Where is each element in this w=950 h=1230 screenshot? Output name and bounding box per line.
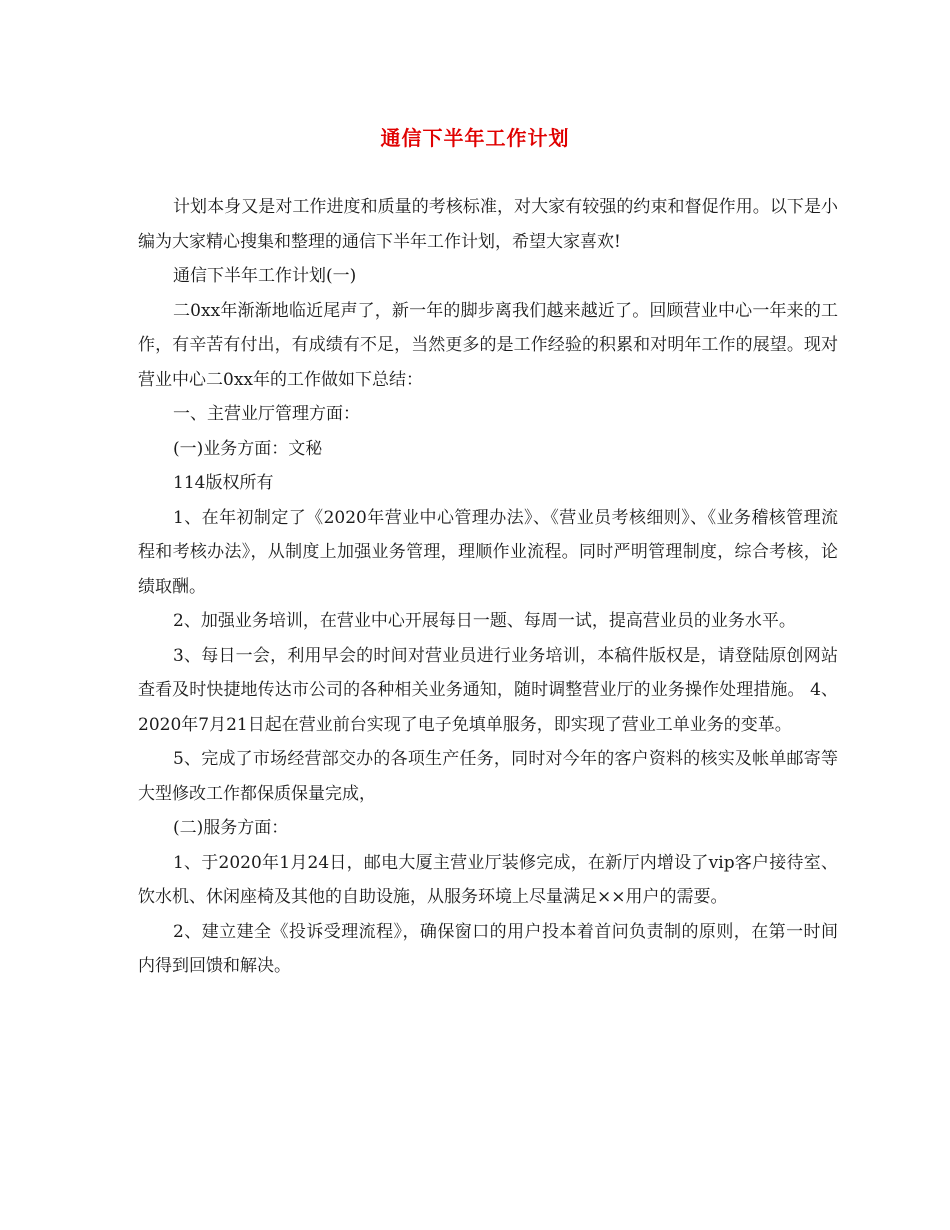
document-body bbox=[138, 190, 838, 984]
paragraph-heading-service: (二)服务方面： bbox=[173, 818, 289, 838]
paragraph-section-heading: 通信下半年工作计划(一) bbox=[173, 266, 357, 286]
paragraph-copyright: 114版权所有 bbox=[173, 473, 274, 493]
paragraph-review: 二0xx年渐渐地临近尾声了，新一年的脚步离我们越来越近了。回顾营业中心一年来的工作，有辛苦有付出，有成绩有不足，当然更多的是工作经验的积累和对明年工作的展望。现对营业中心二0xx年的工作做如下总结： bbox=[138, 300, 838, 390]
paragraph-item-1: 1、在年初制定了《2020年营业中心管理办法》、《营业员考核细则》、《业务稽核管理流程和考核办法》，从制度上加强业务管理，理顺作业流程。同时严明管理制度，综合考核，论绩取酬。 bbox=[138, 507, 838, 597]
paragraph-heading-business: (一)业务方面：文秘 bbox=[173, 438, 323, 459]
document-title: 通信下半年工作计划 bbox=[380, 126, 570, 150]
paragraph-service-1: 1、于2020年1月24日，邮电大厦主营业厅装修完成，在新厅内增设了vip客户接待室、饮水机、休闲座椅及其他的自助设施，从服务环境上尽量满足××用户的需要。 bbox=[138, 852, 838, 907]
paragraph-heading-main-hall: 一、主营业厅管理方面： bbox=[173, 404, 360, 424]
paragraph-item-5: 5、完成了市场经营部交办的各项生产任务，同时对今年的客户资料的核实及帐单邮寄等大型修改工作都保质保量完成， bbox=[138, 749, 838, 804]
paragraph-service-2: 2、建立建全《投诉受理流程》，确保窗口的用户投本着首问负责制的原则，在第一时间内得到回馈和解决。 bbox=[138, 921, 838, 976]
paragraph-item-2: 2、加强业务培训，在营业中心开展每日一题、每周一试，提高营业员的业务水平。 bbox=[173, 611, 796, 631]
paragraph-intro: 计划本身又是对工作进度和质量的考核标准，对大家有较强的约束和督促作用。以下是小编为大家精心搜集和整理的通信下半年工作计划，希望大家喜欢! bbox=[138, 197, 838, 252]
paragraph-item-3: 3、每日一会，利用早会的时间对营业员进行业务培训，本稿件版权是，请登陆原创网站查看及时快捷地传达市公司的各种相关业务通知，随时调整营业厅的业务操作处理措施。 4、2020年7月21日起在营业前台实现了电子免填单服务，即实现了营业工单业务的变革。 bbox=[138, 645, 838, 735]
